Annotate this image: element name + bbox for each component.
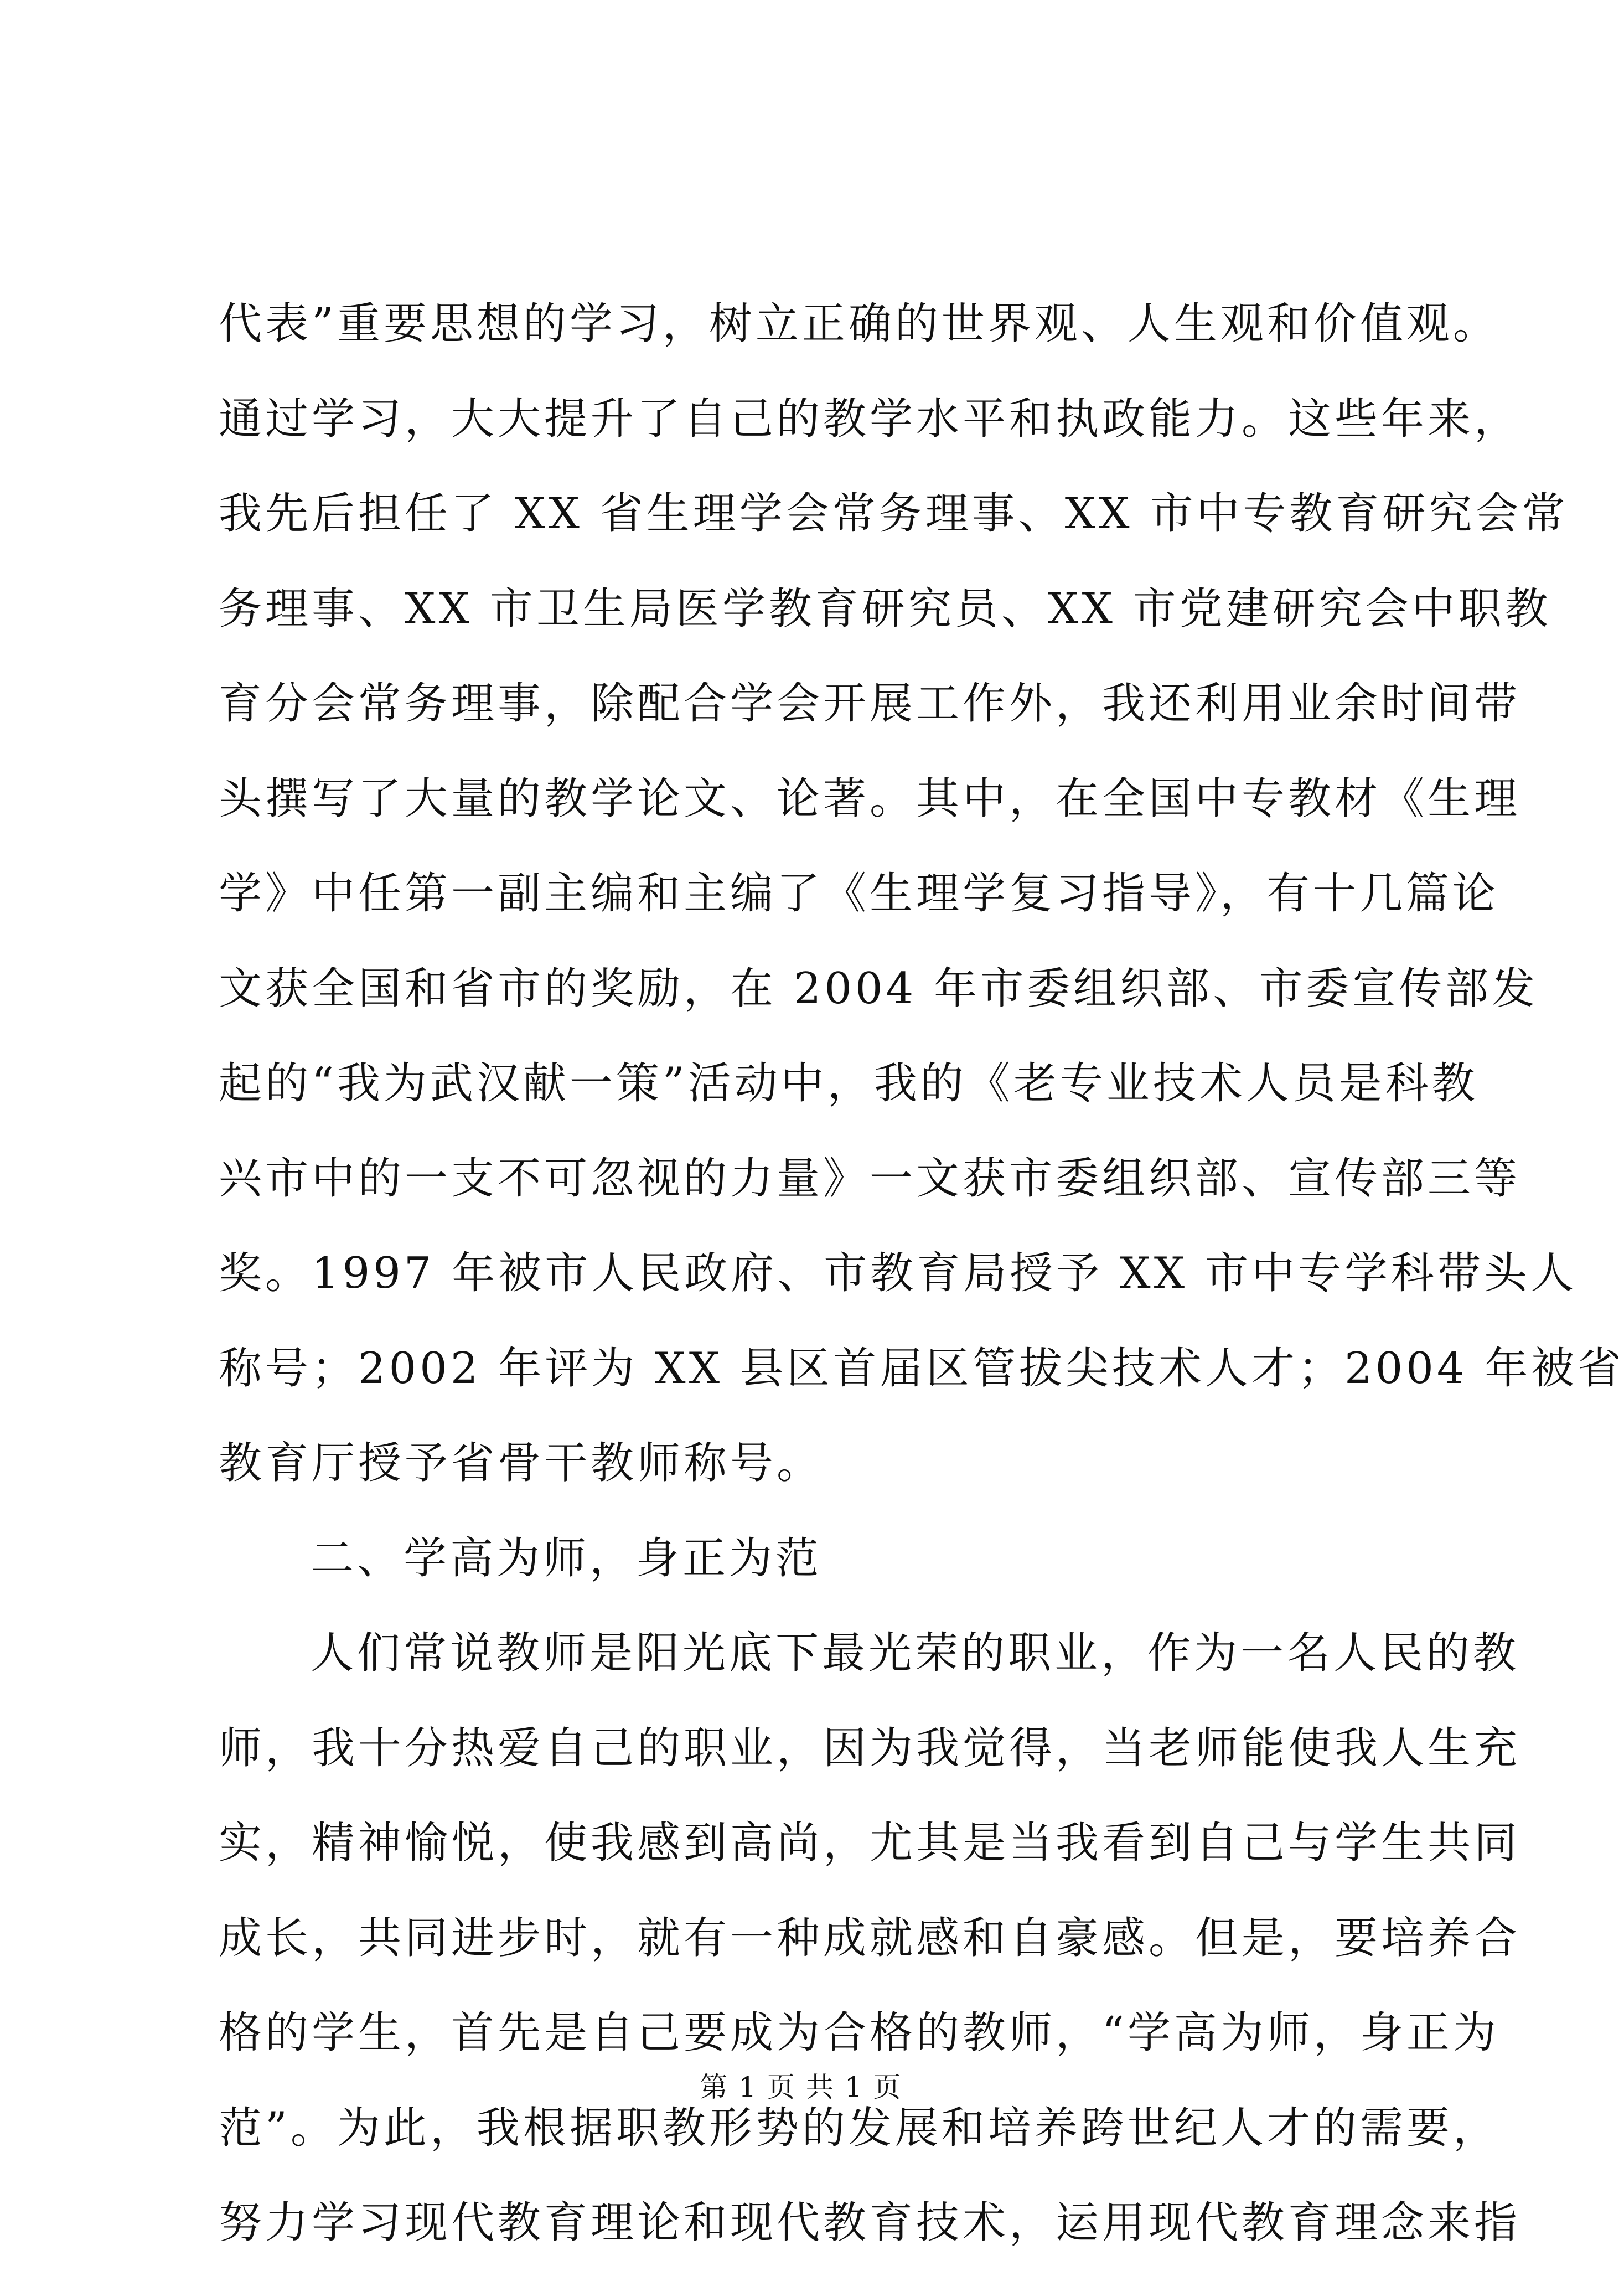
- text-line: 文获全国和省市的奖励，在 2004 年市委组织部、市委宣传部发: [219, 963, 1539, 1014]
- document-body: [219, 277, 1624, 2271]
- text-line: 代表”重要思想的学习，树立正确的世界观、人生观和价值观。: [219, 299, 1499, 349]
- text-line: 务理事、XX 市卫生局医学教育研究员、XX 市党建研究会中职教: [219, 584, 1551, 634]
- text-line: 奖。1997 年被市人民政府、市教育局授予 XX 市中专学科带头人: [219, 1248, 1577, 1298]
- text-line: 起的“我为武汉献一策”活动中，我的《老专业技术人员是科教: [219, 1059, 1478, 1108]
- text-line: 通过学习，大大提升了自己的教学水平和执政能力。这些年来，: [219, 394, 1521, 444]
- text-line: 育分会常务理事，除配合学会开展工作外，我还利用业余时间带: [219, 679, 1521, 729]
- page-footer: [0, 2068, 1602, 2107]
- text-line: 格的学生，首先是自己要成为合格的教师，“学高为师，身正为: [219, 2008, 1499, 2058]
- text-line: 我先后担任了 XX 省生理学会常务理事、XX 市中专教育研究会常: [219, 489, 1569, 539]
- text-line: 学》中任第一副主编和主编了《生理学复习指导》，有十几篇论: [219, 869, 1499, 918]
- section-heading: 二、学高为师，身正为范: [311, 1533, 823, 1583]
- text-line: 实，精神愉悦，使我感到高尚，尤其是当我看到自己与学生共同: [219, 1818, 1521, 1868]
- text-line: 成长，共同进步时，就有一种成就感和自豪感。但是，要培养合: [219, 1913, 1521, 1963]
- text-line: 教育厅授予省骨干教师称号。: [219, 1438, 824, 1488]
- text-line: 兴市中的一支不可忽视的力量》一文获市委组织部、宣传部三等: [219, 1153, 1521, 1204]
- text-line: 努力学习现代教育理论和现代教育技术，运用现代教育理念来指: [219, 2198, 1521, 2248]
- text-line: 称号；2002 年评为 XX 县区首届区管拔尖技术人才；2004 年被省: [219, 1343, 1624, 1393]
- text-line: 范”。为此，我根据职教形势的发展和培养跨世纪人才的需要，: [219, 2103, 1499, 2153]
- text-line: 师，我十分热爱自己的职业，因为我觉得，当老师能使我人生充: [219, 1723, 1521, 1773]
- paragraph-first-line: 人们常说教师是阳光底下最光荣的职业，作为一名人民的教: [311, 1628, 1520, 1678]
- text-line: 头撰写了大量的教学论文、论著。其中，在全国中专教材《生理: [219, 773, 1521, 824]
- page-number-label: 第 1 页 共 1 页: [700, 2071, 902, 2103]
